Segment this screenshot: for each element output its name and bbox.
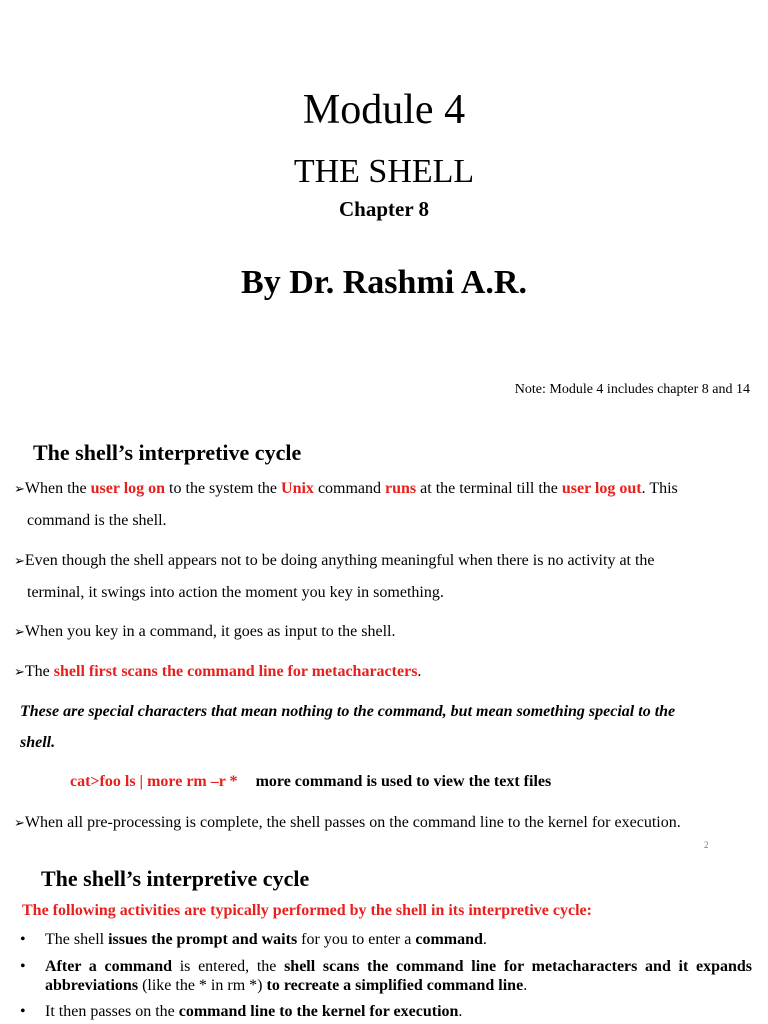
list-item: • The shell issues the prompt and waits for you to enter a command. xyxy=(20,931,487,948)
metacharacter-definition: These are special characters that mean nothing to the command, but mean something special to the shell. xyxy=(20,703,676,751)
arrow-bullet-icon: ➢ xyxy=(14,482,25,497)
page-number: 2 xyxy=(704,840,709,850)
arrow-bullet-icon: ➢ xyxy=(14,816,25,831)
arrow-bullet-icon: ➢ xyxy=(14,554,25,569)
example-note: more command is used to view the text files xyxy=(255,773,552,790)
list-item: • It then passes on the command line to the kernel for execution. xyxy=(20,1003,463,1020)
arrow-bullet-icon: ➢ xyxy=(14,665,25,680)
example-command: cat>foo ls | more rm –r * xyxy=(70,773,238,790)
section2-intro: The following activities are typically performed by the shell in its interpretive cycle: xyxy=(22,902,592,919)
section2-heading: The shell’s interpretive cycle xyxy=(41,866,310,891)
bullet-icon: • xyxy=(20,931,26,948)
section1-heading: The shell’s interpretive cycle xyxy=(33,440,302,465)
example-line xyxy=(70,766,551,797)
paragraph-5: ➢When all pre-processing is complete, the shell passes on the command line to the kernel for execution. xyxy=(14,814,681,831)
bullet-icon: • xyxy=(20,1003,26,1020)
subject-title: THE SHELL xyxy=(293,153,475,190)
list-item: • After a command is entered, the shell scans the command line for metacharacters and it expands abbreviations (like the * in rm *) to recreate a simplified command line. xyxy=(20,958,753,994)
paragraph-4: ➢The shell first scans the command line for metacharacters. xyxy=(14,663,422,680)
paragraph-3: ➢When you key in a command, it goes as input to the shell. xyxy=(14,623,396,640)
bullet-icon: • xyxy=(20,958,26,975)
arrow-bullet-icon: ➢ xyxy=(14,625,25,640)
paragraph-1: ➢When the user log on to the system the Unix command runs at the terminal till the user log out. This command is the shell. xyxy=(14,480,678,529)
author-line: By Dr. Rashmi A.R. xyxy=(241,264,527,301)
module-note: Note: Module 4 includes chapter 8 and 14 xyxy=(514,382,750,397)
module-title: Module 4 xyxy=(302,87,466,133)
paragraph-2: ➢Even though the shell appears not to be doing anything meaningful when there is no activity at the terminal, it swings into action the moment you key in something. xyxy=(14,552,655,601)
chapter-label: Chapter 8 xyxy=(338,197,430,221)
